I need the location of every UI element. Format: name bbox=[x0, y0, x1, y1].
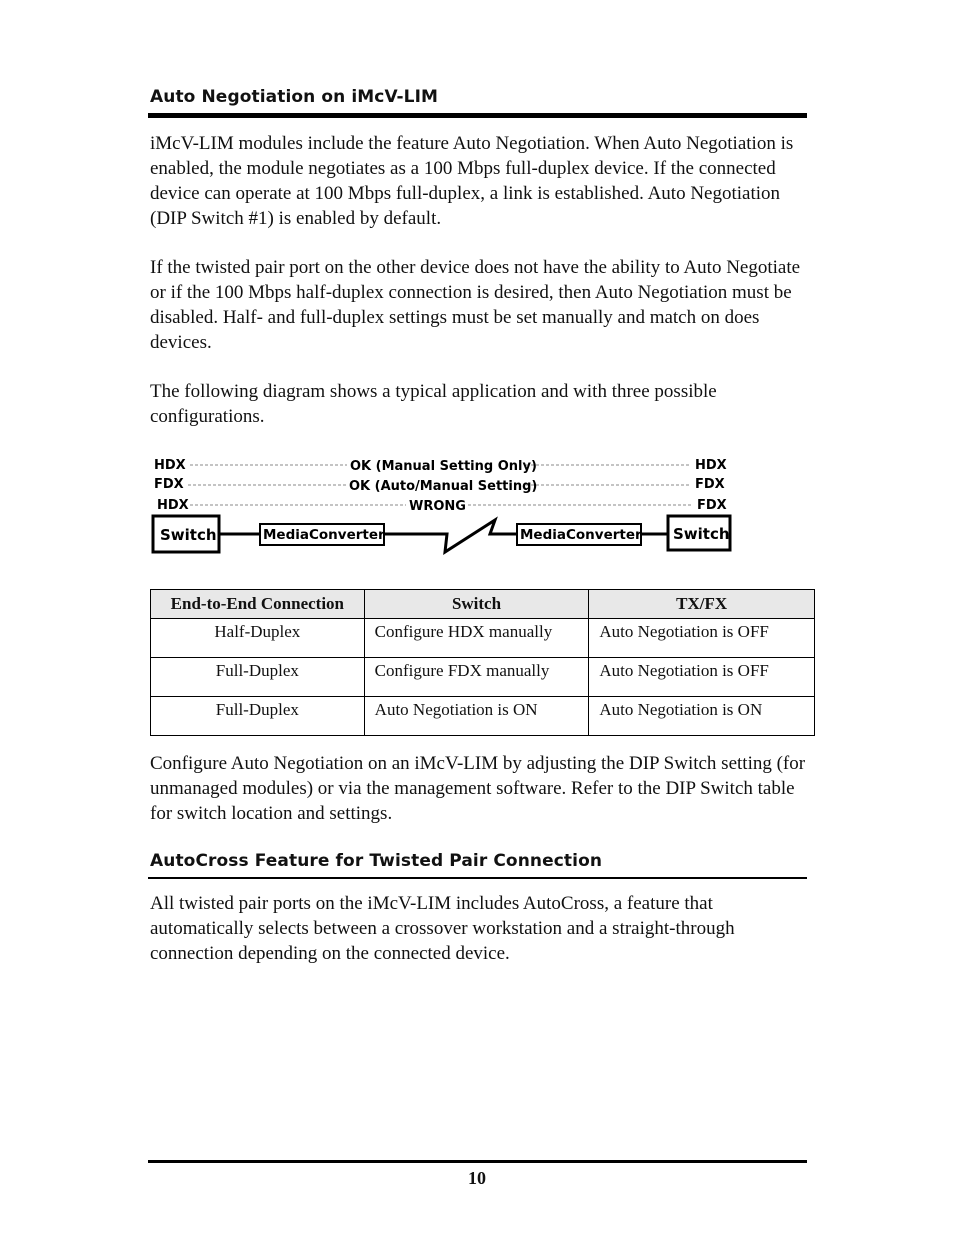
header-switch: Switch bbox=[364, 590, 589, 619]
right-switch-label: Switch bbox=[673, 525, 730, 543]
cell-switch: Configure HDX manually bbox=[364, 619, 589, 658]
left-label-hdx-1: HDX bbox=[154, 458, 186, 473]
cell-connection: Half-Duplex bbox=[151, 619, 365, 658]
cell-tx-fx: Auto Negotiation is OFF bbox=[589, 658, 815, 697]
header-tx-fx: TX/FX bbox=[589, 590, 815, 619]
page-number: 10 bbox=[468, 1168, 486, 1188]
footer-rule bbox=[148, 1160, 807, 1163]
configuration-table bbox=[150, 589, 815, 736]
disable-paragraph: If the twisted pair port on the other device does not have the ability to Auto Negotiate or if the 100 Mbps half-duplex connection is desired, then Auto Negotiation must be disabled. Half- and full-duplex settings must be set manually and match on does devices. bbox=[150, 257, 801, 353]
diagram-intro-paragraph: The following diagram shows a typical application and with three possible configurations. bbox=[150, 381, 717, 427]
fiber-link-break bbox=[384, 520, 517, 552]
configure-paragraph: Configure Auto Negotiation on an iMcV-LIM by adjusting the DIP Switch setting (for unmanaged modules) or via the management software. Refer to the DIP Switch table for switch location and settings. bbox=[150, 753, 806, 824]
autocross-paragraph: All twisted pair ports on the iMcV-LIM includes AutoCross, a feature that automatically selects between a crossover workstation and a straight-through connection depending on the connected device. bbox=[150, 893, 735, 964]
connection-diagram bbox=[150, 452, 734, 564]
right-converter-label: MediaConverter bbox=[520, 527, 642, 543]
table-row bbox=[151, 619, 815, 658]
table-row bbox=[151, 658, 815, 697]
section-heading-auto-negotiation: Auto Negotiation on iMcV-LIM bbox=[150, 87, 439, 107]
left-converter-label: MediaConverter bbox=[263, 527, 385, 543]
left-label-fdx: FDX bbox=[154, 477, 184, 492]
label-wrong: WRONG bbox=[409, 499, 466, 514]
heading-rule bbox=[148, 113, 807, 118]
cell-switch: Configure FDX manually bbox=[364, 658, 589, 697]
label-ok-manual: OK (Manual Setting Only) bbox=[350, 459, 537, 474]
left-label-hdx-2: HDX bbox=[157, 498, 189, 513]
cell-tx-fx: Auto Negotiation is OFF bbox=[589, 619, 815, 658]
heading-rule bbox=[148, 877, 807, 879]
cell-tx-fx: Auto Negotiation is ON bbox=[589, 697, 815, 736]
right-label-fdx-2: FDX bbox=[697, 498, 727, 513]
section-heading-autocross: AutoCross Feature for Twisted Pair Connection bbox=[150, 851, 603, 871]
table-header-row bbox=[151, 590, 815, 619]
cell-switch: Auto Negotiation is ON bbox=[364, 697, 589, 736]
left-switch-label: Switch bbox=[160, 526, 217, 544]
cell-connection: Full-Duplex bbox=[151, 697, 365, 736]
label-ok-auto: OK (Auto/Manual Setting) bbox=[349, 479, 538, 494]
right-label-hdx: HDX bbox=[695, 458, 727, 473]
table-row bbox=[151, 697, 815, 736]
header-end-to-end: End-to-End Connection bbox=[151, 590, 365, 619]
cell-connection: Full-Duplex bbox=[151, 658, 365, 697]
intro-paragraph: iMcV-LIM modules include the feature Auto Negotiation. When Auto Negotiation is enabled, the module negotiates as a 100 Mbps full-duplex device. If the connected device can operate at 100 Mbps full-duplex, a link is established. Auto Negotiation (DIP Switch #1) is enabled by default. bbox=[150, 133, 794, 229]
right-label-fdx-1: FDX bbox=[695, 477, 725, 492]
